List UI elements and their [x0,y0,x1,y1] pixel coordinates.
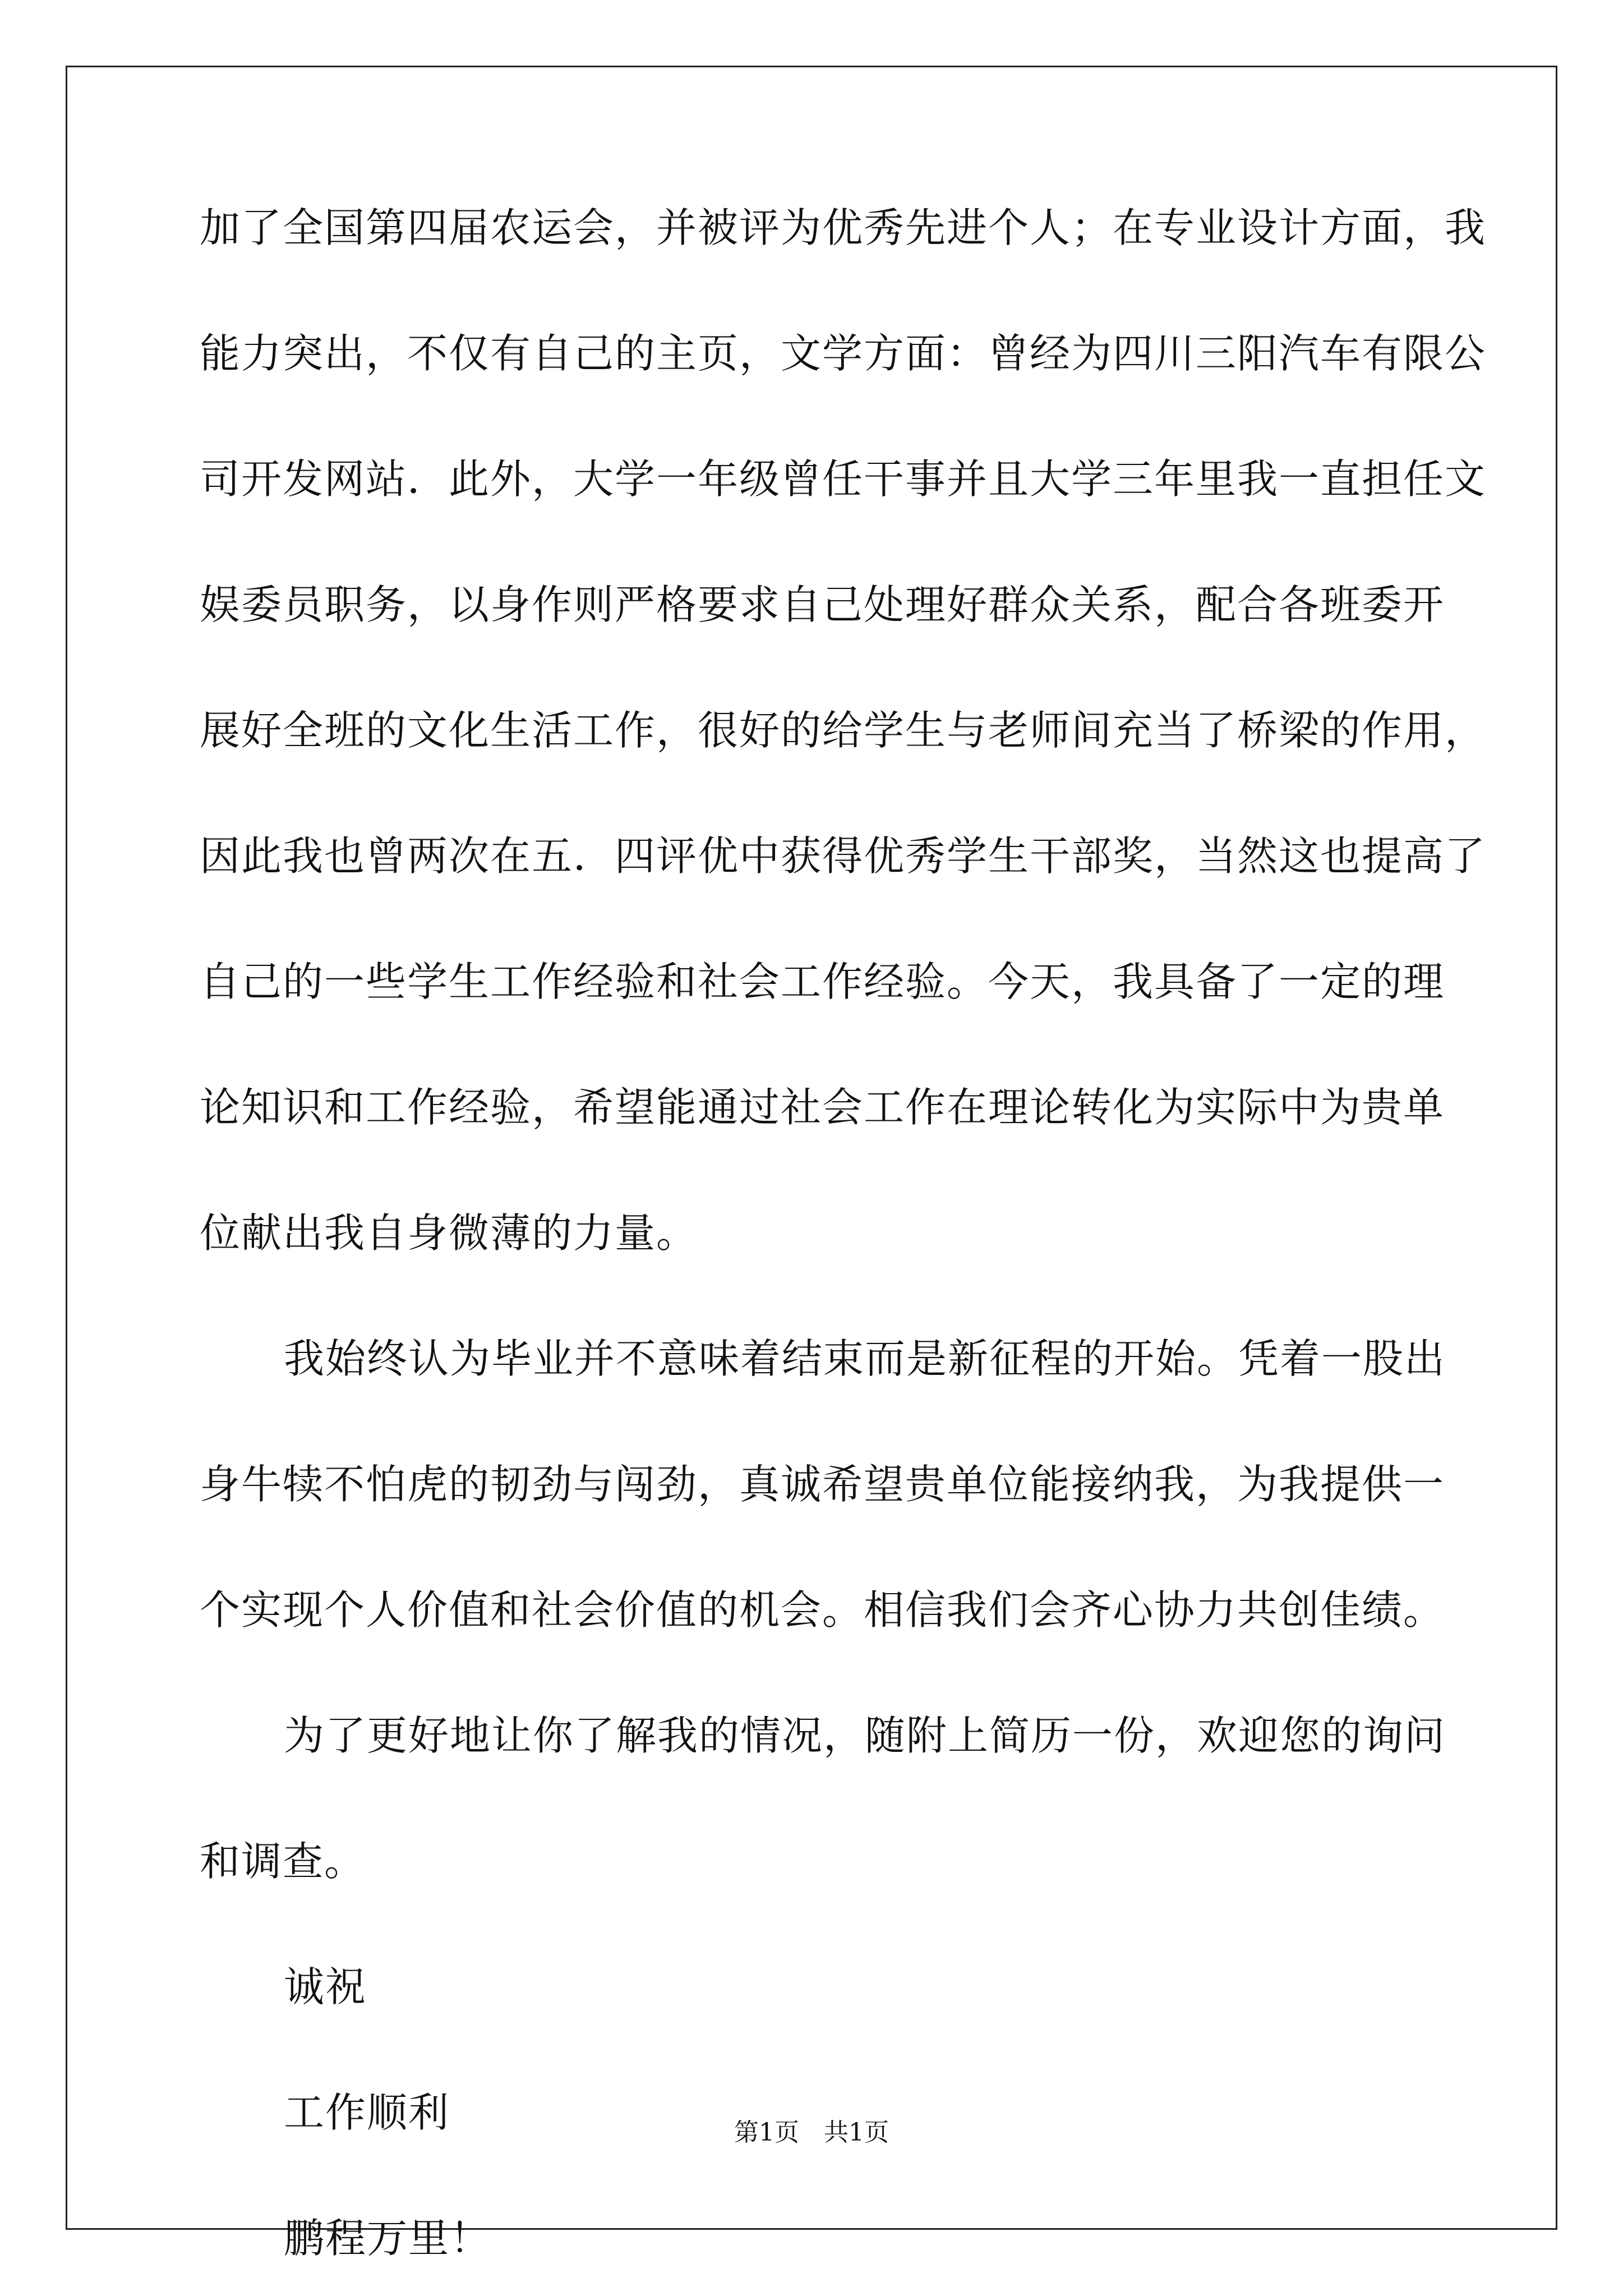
text-line: 娱委员职务，以身作则严格要求自己处理好群众关系，配合各班委开 [200,581,1445,628]
text-line: 展好全班的文化生活工作，很好的给学生与老师间充当了桥梁的作用， [200,707,1487,754]
text-line: 身牛犊不怕虎的韧劲与闯劲，真诚希望贵单位能接纳我，为我提供一 [200,1461,1445,1508]
text-line: 位献出我自身微薄的力量。 [200,1209,698,1257]
text-line: 加了全国第四届农运会，并被评为优秀先进个人；在专业设计方面，我 [200,204,1487,251]
closing-wish: 工作顺利 [284,2089,450,2136]
closing-wish: 鹏程万里！ [284,2215,492,2262]
text-line: 自己的一些学生工作经验和社会工作经验。今天，我具备了一定的理 [200,958,1445,1005]
text-line: 论知识和工作经验，希望能通过社会工作在理论转化为实际中为贵单 [200,1084,1445,1131]
paragraph-start-line: 我始终认为毕业并不意味着结束而是新征程的开始。凭着一股出 [284,1335,1446,1382]
text-line: 司开发网站．此外，大学一年级曾任干事并且大学三年里我一直担任文 [200,455,1487,503]
text-line: 和调查。 [200,1838,366,1885]
text-line: 因此我也曾两次在五．四评优中获得优秀学生干部奖，当然这也提高了 [200,832,1487,880]
letter-body [200,202,1487,2264]
page-footer [0,2117,1623,2148]
closing-salutation: 诚祝 [284,1963,367,2010]
page-number-total: 共1页 [824,2118,889,2147]
page-number-current: 第1页 [734,2118,799,2147]
text-line: 能力突出，不仅有自己的主页，文学方面：曾经为四川三阳汽车有限公 [200,330,1487,377]
text-line: 个实现个人价值和社会价值的机会。相信我们会齐心协力共创佳绩。 [200,1586,1445,1634]
paragraph-start-line: 为了更好地让你了解我的情况，随附上简历一份，欢迎您的询问 [284,1712,1446,1759]
